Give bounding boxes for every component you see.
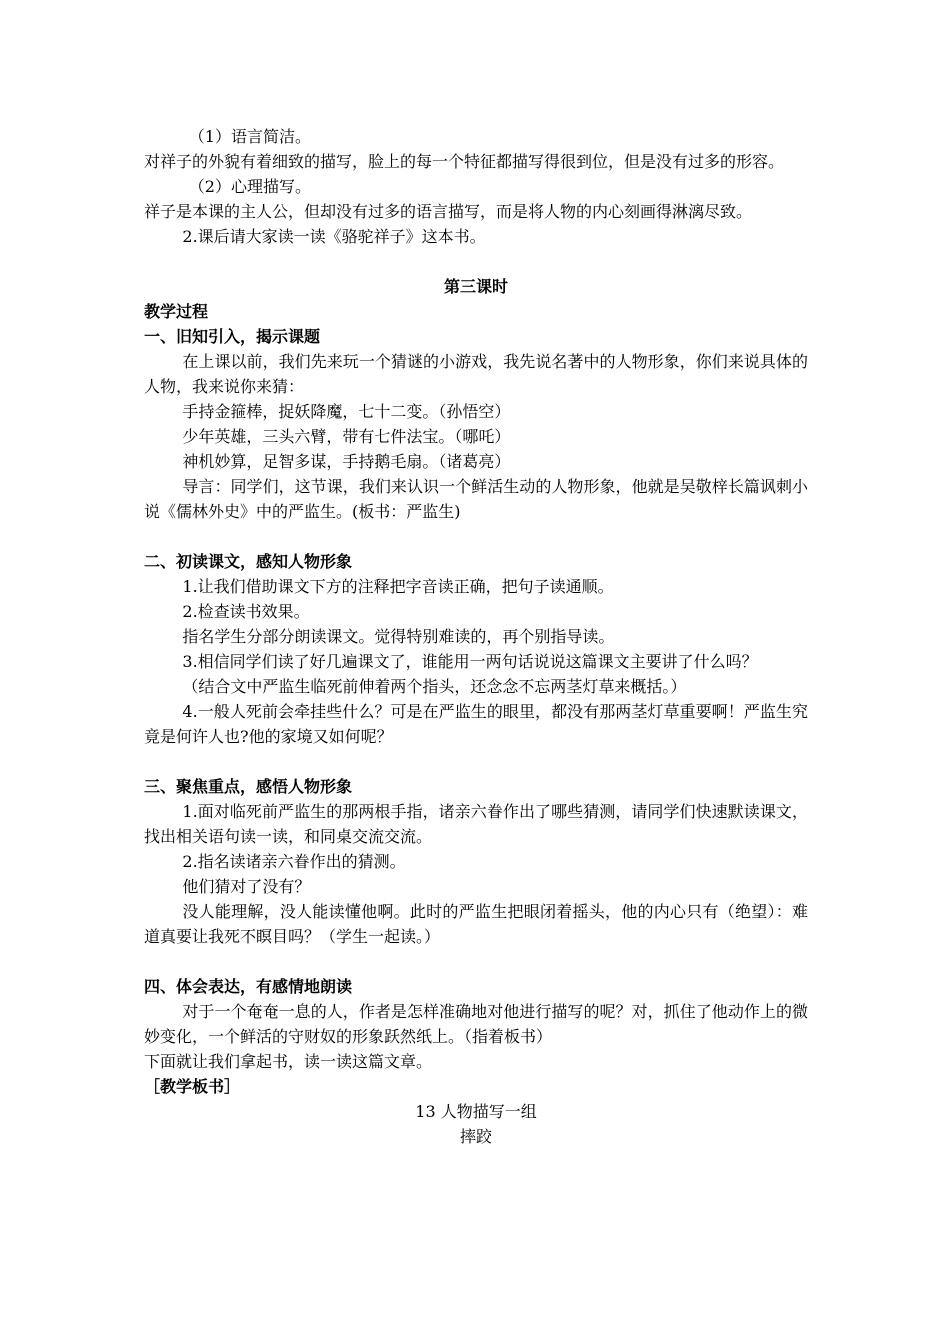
intro-line-2: 对祥子的外貌有着细致的描写，脸上的每一个特征都描写得很到位，但是没有过多的形容。: [144, 152, 785, 171]
lesson-title: 第三课时: [443, 277, 508, 296]
section-1-line-1: 在上课以前，我们先来玩一个猜谜的小游戏，我先说名著中的人物形象，你们来说具体的人物，我来说你来猜：: [144, 352, 808, 396]
section-2-line-2: 2.检查读书效果。: [182, 602, 310, 621]
board-heading: ［教学板书］: [144, 1077, 241, 1096]
intro-line-4: 祥子是本课的主人公，但却没有过多的语言描写，而是将人物的内心刻画得淋漓尽致。: [144, 202, 753, 221]
section-3-line-4: 没人能理解，没人能读懂他啊。此时的严监生把眼闭着摇头，他的内心只有（绝望）：难道真要让我死不瞑目吗？（学生一起读。）: [144, 902, 808, 946]
section-2-line-6: 4.一般人死前会牵挂些什么？可是在严监生的眼里，都没有那两茎灯草重要啊！严监生究竟是何许人也?他的家境又如何呢？: [144, 702, 808, 746]
section-2-line-4: 3.相信同学们读了好几遍课文了，谁能用一两句话说说这篇课文主要讲了什么吗？: [182, 652, 758, 671]
document-page: [144, 124, 808, 1149]
section-2-line-5: （结合文中严监生临死前伸着两个指头，还念念不忘两茎灯草来概括。）: [182, 677, 687, 696]
section-3-line-1: 1.面对临死前严监生的那两根手指，诸亲六眷作出了哪些猜测，请同学们快速默读课文，找出相关语句读一读，和同桌交流交流。: [144, 802, 808, 846]
section-1-heading: 一、旧知引入，揭示课题: [144, 327, 321, 346]
section-1-line-5: 导言：同学们，这节课，我们来认识一个鲜活生动的人物形象，他就是吴敬梓长篇讽刺小说《儒林外史》中的严监生。(板书：严监生): [144, 477, 808, 521]
process-title: 教学过程: [144, 302, 209, 321]
section-1-line-4: 神机妙算，足智多谋，手持鹅毛扇。（诸葛亮）: [182, 452, 511, 471]
section-2-line-1: 1.让我们借助课文下方的注释把字音读正确，把句子读通顺。: [182, 577, 614, 596]
board-title: 13 人物描写一组: [415, 1102, 537, 1121]
intro-line-1: （1）语言简洁。: [188, 127, 311, 146]
section-4-line-2: 下面就让我们拿起书，读一读这篇文章。: [144, 1052, 433, 1071]
section-1-line-2: 手持金箍棒，捉妖降魔，七十二变。（孙悟空）: [182, 402, 511, 421]
intro-line-3: （2）心理描写。: [188, 177, 311, 196]
section-3-heading: 三、聚焦重点，感悟人物形象: [144, 777, 353, 796]
section-2-heading: 二、初读课文，感知人物形象: [144, 552, 353, 571]
section-4-line-1: 对于一个奄奄一息的人，作者是怎样准确地对他进行描写的呢？对，抓住了他动作上的微妙变化，一个鲜活的守财奴的形象跃然纸上。（指着板书）: [144, 1002, 808, 1046]
board-subtitle: 摔跤: [459, 1127, 492, 1146]
section-3-line-3: 他们猜对了没有？: [182, 877, 311, 896]
intro-line-5: 2.课后请大家读一读《骆驼祥子》这本书。: [182, 227, 486, 246]
section-1-line-3: 少年英雄，三头六臂，带有七件法宝。（哪吒）: [182, 427, 511, 446]
section-2-line-3: 指名学生分部分朗读课文。觉得特别难读的，再个别指导读。: [182, 627, 615, 646]
section-3-line-2: 2.指名读诸亲六眷作出的猜测。: [182, 852, 406, 871]
section-4-heading: 四、体会表达，有感情地朗读: [144, 977, 353, 996]
